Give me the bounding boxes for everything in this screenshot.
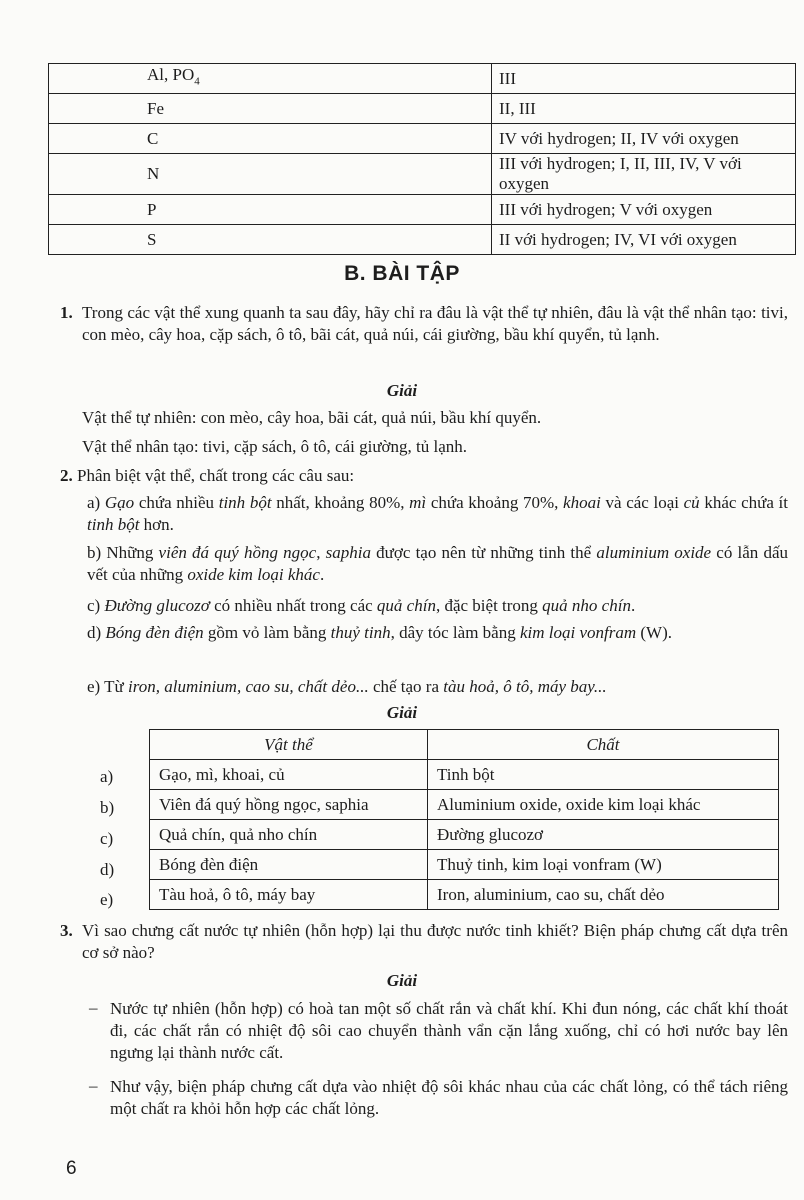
item-text: . (319, 565, 325, 584)
item-text: chế tạo ra (368, 677, 444, 696)
item-text: aluminium oxide (596, 543, 712, 562)
item-text: , (316, 543, 326, 562)
item-text: được tạo nên từ những tinh thể (370, 543, 597, 562)
table-header-row (150, 730, 779, 760)
valence-value: III với hydrogen; I, II, III, IV, V với oxygen (492, 154, 796, 195)
item-text: iron, aluminium, cao su, chất dẻo... (128, 677, 369, 696)
item-label: e) (87, 677, 101, 696)
item-text: chứa khoảng 70%, (426, 493, 564, 512)
element-name: N (49, 154, 492, 195)
substance-cell: Aluminium oxide, oxide kim loại khác (428, 790, 779, 820)
table-row (49, 94, 796, 124)
item-text: có nhiều nhất trong các (209, 596, 377, 615)
item-text: thuỷ tinh (330, 623, 391, 642)
substance-cell: Tinh bột (428, 760, 779, 790)
table-row (49, 64, 796, 94)
question-number: 3. (60, 921, 73, 940)
section-title: B. BÀI TẬP (344, 262, 460, 285)
bullet-dash: – (89, 998, 98, 1017)
question-number: 2. (60, 466, 73, 485)
item-text: Bóng đèn điện (105, 623, 204, 642)
column-header: Vật thể (150, 730, 428, 760)
substance-cell: Đường glucozơ (428, 820, 779, 850)
element-name: Fe (49, 94, 492, 124)
substance-cell: Thuỷ tinh, kim loại vonfram (W) (428, 850, 779, 880)
table-row (150, 790, 779, 820)
question-text: Phân biệt vật thể, chất trong các câu sau: (77, 466, 355, 485)
bullet-dash: – (89, 1076, 98, 1095)
item-text: Gạo (104, 493, 135, 512)
object-cell: Viên đá quý hồng ngọc, saphia (150, 790, 428, 820)
item-text: quả chín (376, 596, 436, 615)
substance-cell: Iron, aluminium, cao su, chất dẻo (428, 880, 779, 910)
item-b (87, 542, 788, 586)
item-text: tinh bột (218, 493, 272, 512)
answer-paragraph: Như vậy, biện pháp chưng cất dựa vào nhiệt độ sôi khác nhau của các chất lỏng, có thể tách riêng một chất ra khỏi hỗn hợp các chất lỏng. (110, 1077, 788, 1118)
item-text: oxide kim loại khác (187, 565, 320, 584)
item-text: mì (409, 493, 427, 512)
object-cell: Tàu hoả, ô tô, máy bay (150, 880, 428, 910)
object-cell: Bóng đèn điện (150, 850, 428, 880)
item-text: nhất, khoảng 80%, (271, 493, 410, 512)
item-text: tàu hoả, ô tô, máy bay... (443, 677, 607, 696)
table-row (150, 880, 779, 910)
item-text: và các loại (600, 493, 684, 512)
item-text: khoai (563, 493, 601, 512)
element-name: Al, PO (147, 65, 195, 85)
item-text: củ (683, 493, 700, 512)
item-text: Những (106, 543, 159, 562)
question-number: 1. (60, 303, 73, 322)
element-name: C (49, 124, 492, 154)
question-text: Vì sao chưng cất nước tự nhiên (hỗn hợp) lại thu được nước tinh khiết? Biện pháp chưng cất dựa trên cơ sở nào? (82, 921, 788, 962)
solution-label: Giải (386, 703, 418, 722)
item-text: (W). (636, 623, 672, 642)
valence-table (48, 63, 796, 255)
row-label: d) (100, 860, 115, 879)
valence-value: II với hydrogen; IV, VI với oxygen (492, 225, 796, 255)
row-label: c) (100, 829, 114, 848)
table-row (150, 760, 779, 790)
row-label: a) (100, 767, 114, 786)
item-text: tinh bột (87, 515, 140, 534)
solution-label: Giải (386, 381, 418, 400)
item-text: chứa nhiều (134, 493, 219, 512)
page-number: 6 (66, 1158, 77, 1179)
answer-table (149, 729, 779, 910)
object-cell: Quả chín, quả nho chín (150, 820, 428, 850)
solution-label: Giải (386, 971, 418, 990)
item-label: b) (87, 543, 102, 562)
item-text: kim loại vonfram (519, 623, 637, 642)
element-subscript: 4 (194, 75, 200, 88)
item-text: khác chứa ít (699, 493, 789, 512)
item-text: Từ (104, 677, 129, 696)
valence-value: II, III (492, 94, 796, 124)
item-label: d) (87, 623, 102, 642)
answer-paragraph: Nước tự nhiên (hỗn hợp) có hoà tan một số chất rắn và chất khí. Khi đun nóng, các chất khí thoát đi, các chất rắn có nhiệt độ sôi cao chuyển thành vẩn cặn lắng xuống, chỉ có hơi nước bay lên ngưng lại thành nước cất. (110, 999, 788, 1062)
valence-value: III với hydrogen; V với oxygen (492, 195, 796, 225)
item-text: quả nho chín (542, 596, 631, 615)
row-label: e) (100, 890, 114, 909)
table-row (49, 154, 796, 195)
table-row (49, 225, 796, 255)
item-label: c) (87, 596, 101, 615)
table-row (150, 850, 779, 880)
item-e (87, 676, 788, 698)
item-label: a) (87, 493, 101, 512)
element-name: P (49, 195, 492, 225)
answer-line: Vật thể tự nhiên: con mèo, cây hoa, bãi cát, quả núi, bầu khí quyển. (82, 408, 542, 427)
item-text: viên đá quý hồng ngọc (158, 543, 317, 562)
question-text: Trong các vật thể xung quanh ta sau đây, hãy chỉ ra đâu là vật thể tự nhiên, đâu là vật thể nhân tạo: tivi, con mèo, cây hoa, cặp sách, ô tô, bãi cát, quả núi, cái giường, bầu khí quyển, tủ lạnh. (82, 303, 788, 344)
item-d (87, 622, 788, 644)
valence-value: III (492, 64, 796, 94)
table-row (49, 195, 796, 225)
row-label: b) (100, 798, 115, 817)
column-header: Chất (428, 730, 779, 760)
table-row (150, 820, 779, 850)
question-3 (60, 920, 788, 964)
valence-value: IV với hydrogen; II, IV với oxygen (492, 124, 796, 154)
element-name: S (49, 225, 492, 255)
item-text: có lẫn dấu vết của những (87, 543, 789, 584)
object-cell: Gạo, mì, khoai, củ (150, 760, 428, 790)
question-1 (60, 302, 788, 346)
item-text: , đặc biệt trong (435, 596, 543, 615)
item-text: . (630, 596, 636, 615)
answer-line: Vật thể nhân tạo: tivi, cặp sách, ô tô, cái giường, tủ lạnh. (82, 437, 468, 456)
question-2 (60, 465, 788, 487)
item-text: Đường glucozơ (104, 596, 210, 615)
item-text: hơn. (139, 515, 174, 534)
item-c (87, 595, 788, 617)
item-a (87, 492, 788, 536)
item-text: gồm vỏ làm bằng (203, 623, 331, 642)
item-text: , dây tóc làm bằng (390, 623, 520, 642)
item-text: saphia (325, 543, 371, 562)
table-row (49, 124, 796, 154)
